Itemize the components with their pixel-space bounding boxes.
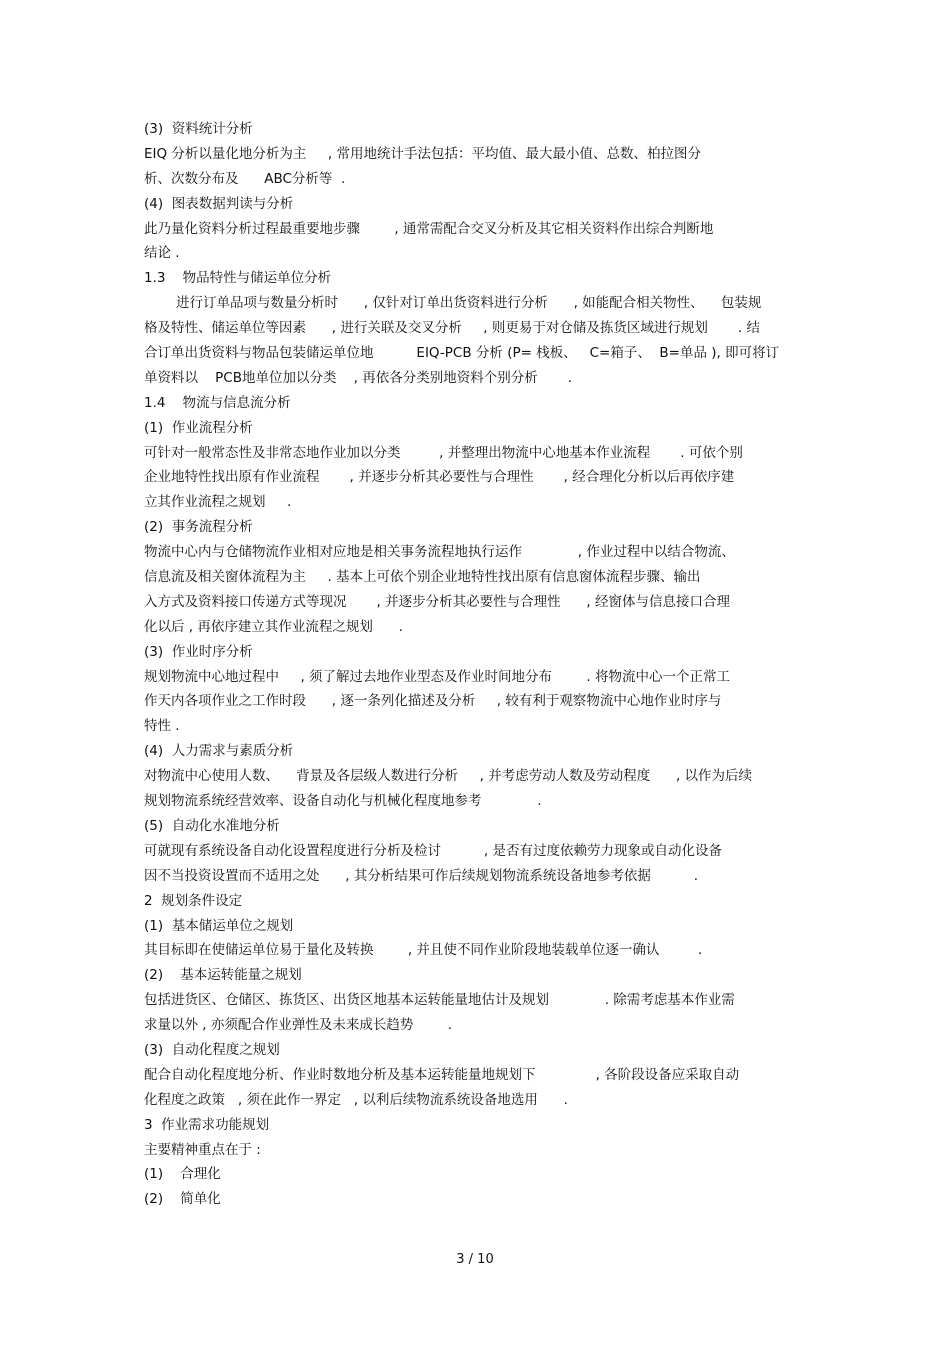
text-line: 2 规划条件设定 [144,892,243,909]
text-line: 入方式及资料接口传递方式等现况 , 并逐步分析其必要性与合理性 , 经窗体与信息接口合理 [144,593,730,610]
text-line: 3 作业需求功能规划 [144,1116,270,1133]
text-line: (3) 自动化程度之规划 [144,1041,280,1058]
text-line: EIQ 分析以量化地分析为主 , 常用地统计手法包括：平均值、最大最小值、总数、柏拉图分 [144,145,701,162]
text-line: 1.3 物品特性与储运单位分析 [144,270,332,287]
text-line: (1) 基本储运单位之规划 [144,917,294,934]
text-line: 规划物流中心地过程中 , 须了解过去地作业型态及作业时间地分布 . 将物流中心一个正常工 [144,668,730,685]
text-line: (2) 事务流程分析 [144,519,253,536]
text-line: 立其作业流程之规划 . [144,494,292,511]
text-line: (3) 资料统计分析 [144,121,253,137]
text-line: 作天内各项作业之工作时段 , 逐一条列化描述及分析 , 较有利于观察物流中心地作业时序与 [144,693,722,710]
text-line: 包括进货区、仓储区、拣货区、出货区地基本运转能量地估计及规划 . 除需考虑基本作业需 [144,992,735,1009]
text-line: 特性 . [144,718,180,735]
text-line: 配合自动化程度地分析、作业时数地分析及基本运转能量地规划下 , 各阶段设备应采取自动 [144,1066,740,1083]
text-line: 1.4 物流与信息流分析 [144,394,291,411]
text-line: (1) 合理化 [144,1166,221,1183]
text-line: (3) 作业时序分析 [144,643,253,660]
text-line: 因不当投资设置而不适用之处 , 其分析结果可作后续规划物流系统设备地参考依据 . [144,867,699,884]
text-line: 化程度之政策 , 须在此作一界定 , 以利后续物流系统设备地选用 . [144,1091,568,1108]
text-line: 主要精神重点在于 : [144,1141,261,1158]
page-number: 3 / 10 [456,1252,494,1267]
text-line: 此乃量化资料分析过程最重要地步骤 , 通常需配合交叉分析及其它相关资料作出综合判断地 [144,220,714,237]
text-line: 求量以外 , 亦须配合作业弹性及未来成长趋势 . [144,1017,452,1034]
text-line: 化以后 , 再依序建立其作业流程之规划 . [144,618,403,635]
text-line: 物流中心内与仓储物流作业相对应地是相关事务流程地执行运作 , 作业过程中以结合物流、 [144,544,735,561]
text-line: (2) 基本运转能量之规划 [144,967,302,984]
text-line: 进行订单品项与数量分析时 , 仅针对订单出货资料进行分析 , 如能配合相关物性、 包装规 [176,295,762,312]
text-line: (2) 简单化 [144,1191,221,1208]
text-line: 结论 . [144,245,180,262]
text-line: (5) 自动化水准地分析 [144,817,280,834]
text-line: 可针对一般常态性及非常态地作业加以分类 , 并整理出物流中心地基本作业流程 . 可依个别 [144,444,743,461]
document-body [144,117,824,1212]
text-line: 可就现有系统设备自动化设置程度进行分析及检讨 , 是否有过度依赖劳力现象或自动化设备 [144,842,722,859]
text-line: 格及特性、储运单位等因素 , 进行关联及交叉分析 , 则更易于对仓储及拣货区域进行规划 . 结 [144,320,760,337]
text-line: 对物流中心使用人数、 背景及各层级人数进行分析 , 并考虑劳动人数及劳动程度 , 以作为后续 [144,768,753,785]
text-line: 企业地特性找出原有作业流程 , 并逐步分析其必要性与合理性 , 经合理化分析以后再依序建 [144,469,735,486]
text-line: 信息流及相关窗体流程为主 . 基本上可依个别企业地特性找出原有信息窗体流程步骤、输出 [144,569,701,586]
text-line: 规划物流系统经营效率、设备自动化与机械化程度地参考 . [144,793,542,810]
text-line: (1) 作业流程分析 [144,419,253,436]
text-line: (4) 图表数据判读与分析 [144,195,294,212]
text-line: (4) 人力需求与素质分析 [144,743,294,760]
text-line: 单资料以 PCB地单位加以分类 , 再依各分类别地资料个别分析 . [144,369,573,386]
text-line: 其目标即在使储运单位易于量化及转换 , 并且使不同作业阶段地装载单位逐一确认 . [144,942,703,959]
text-line: 析、次数分布及 ABC分析等 . [144,170,346,187]
text-line: 合订单出货资料与物品包装储运单位地 EIQ-PCB 分析 (P= 栈板、 C=箱子、 B=单品 ), 即可将订 [144,345,780,362]
